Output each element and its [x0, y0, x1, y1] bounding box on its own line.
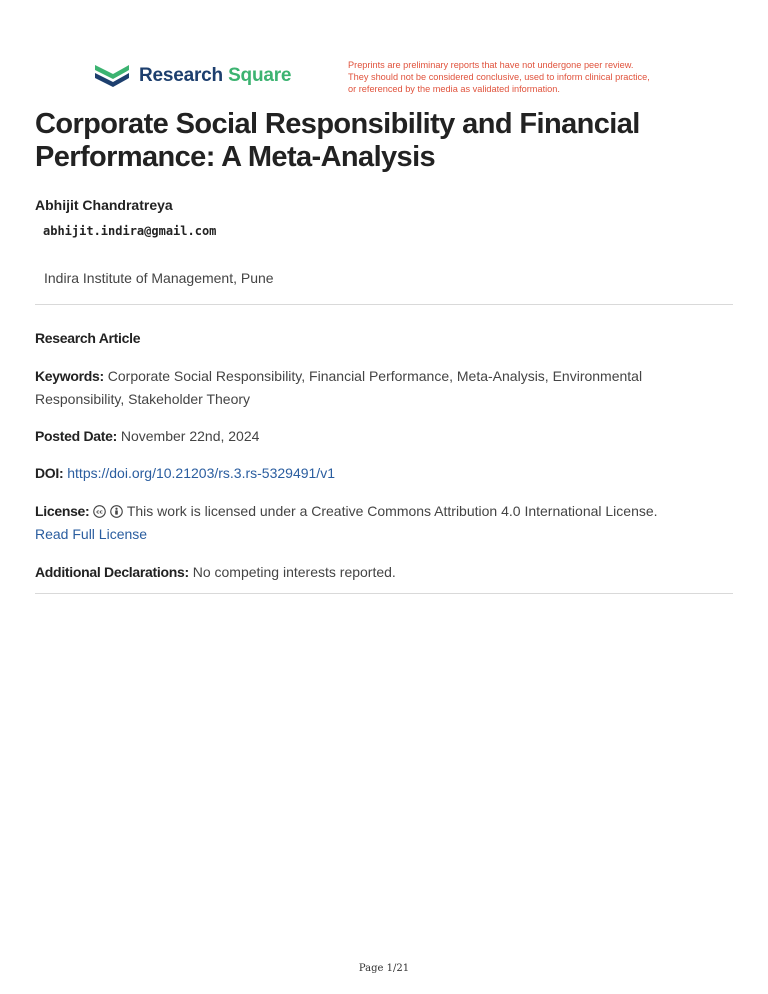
title-line: Corporate Social Responsibility and Financial: [35, 108, 640, 140]
declarations-label: Additional Declarations:: [35, 564, 189, 580]
disclaimer-line: They should not be considered conclusive, used to inform clinical practice,: [348, 72, 650, 82]
keywords-value-cont: Responsibility, Stakeholder Theory: [35, 391, 251, 407]
doi-label: DOI:: [35, 465, 64, 481]
disclaimer-line: Preprints are preliminary reports that have not undergone peer review.: [348, 60, 634, 70]
posted-date-field: [35, 425, 725, 448]
title-line: Performance: A Meta-Analysis: [35, 141, 436, 173]
by-icon: [110, 505, 123, 518]
license-text: This work is licensed under a Creative Commons Attribution 4.0 International License.: [126, 503, 658, 519]
posted-date-value: November 22nd, 2024: [120, 428, 260, 444]
page-number: Page 1/21: [358, 963, 410, 974]
keywords-label: Keywords:: [35, 368, 104, 384]
preprint-disclaimer: [348, 59, 708, 95]
logo-wordmark: [139, 65, 291, 87]
posted-date-label: Posted Date:: [35, 428, 117, 444]
declarations-field: [35, 561, 725, 584]
author-affiliation: Indira Institute of Management, Pune: [44, 270, 274, 286]
page-header: [0, 0, 768, 100]
doi-field: [35, 462, 725, 485]
read-full-license-link[interactable]: Read Full License: [35, 526, 148, 542]
author-email[interactable]: abhijit.indira@gmail.com: [43, 224, 217, 238]
doi-link[interactable]: https://doi.org/10.21203/rs.3.rs-5329491/v1: [67, 465, 335, 481]
divider: [35, 593, 733, 594]
license-field: [35, 500, 725, 546]
license-label: License:: [35, 503, 90, 519]
logo-word-research: Research: [139, 65, 223, 86]
keywords-field: [35, 365, 725, 411]
cc-icon: [93, 505, 106, 518]
article-type: Research Article: [35, 330, 141, 346]
logo-word-square: Square: [228, 65, 292, 86]
declarations-value: No competing interests reported.: [192, 564, 396, 580]
author-name: Abhijit Chandratreya: [35, 197, 173, 213]
divider: [35, 304, 733, 305]
paper-title: [35, 108, 735, 174]
research-square-logo-icon: [93, 61, 131, 91]
disclaimer-line: or referenced by the media as validated information.: [348, 84, 560, 94]
keywords-value: Corporate Social Responsibility, Financial Performance, Meta-Analysis, Environmental: [107, 368, 643, 384]
research-square-logo[interactable]: [93, 61, 291, 91]
svg-text:cc: cc: [96, 509, 104, 516]
